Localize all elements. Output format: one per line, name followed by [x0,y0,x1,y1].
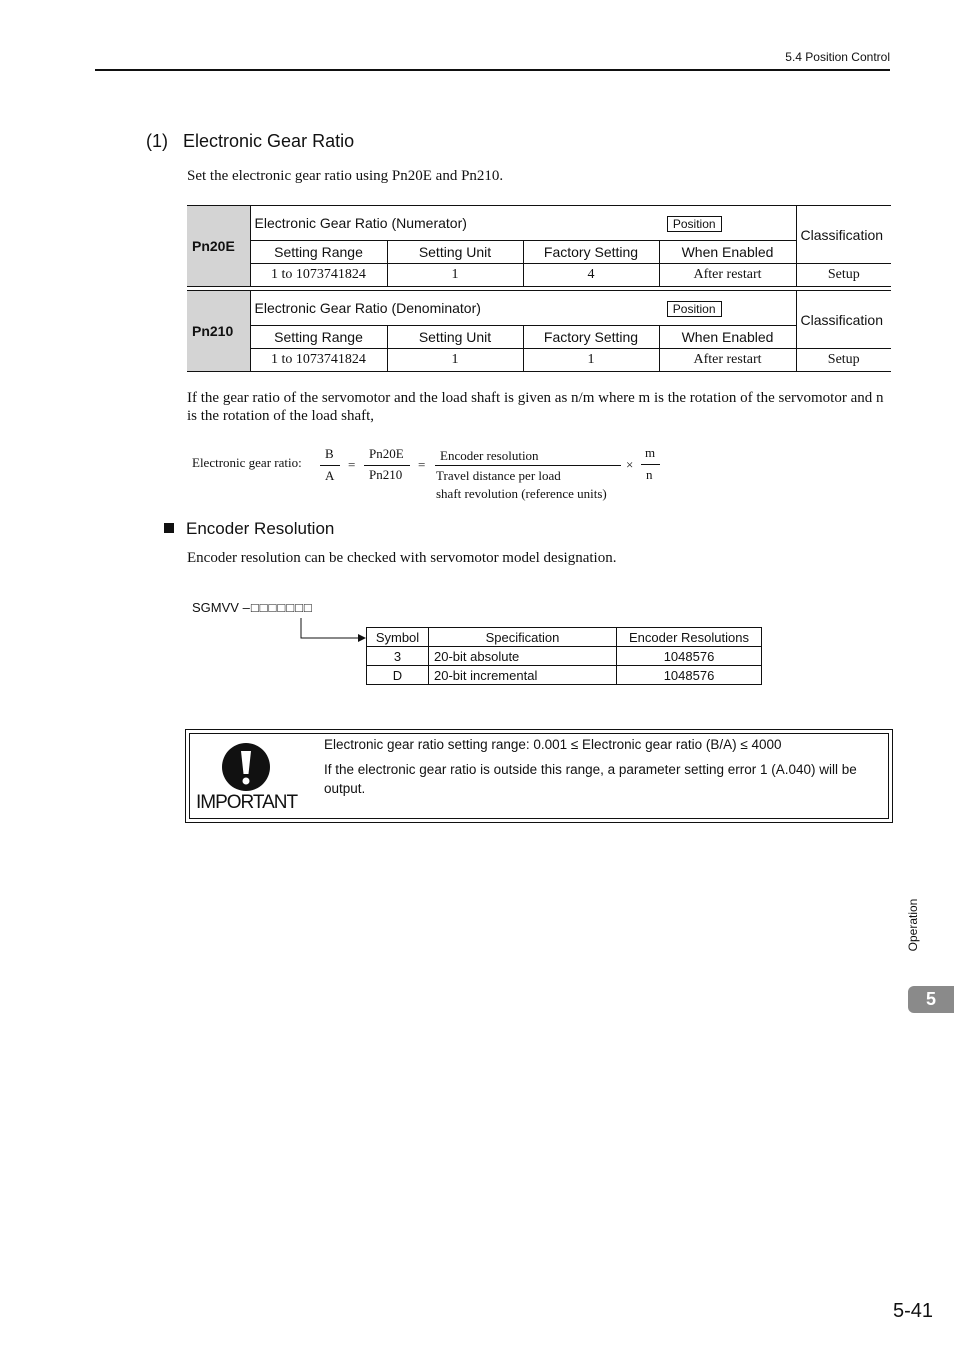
header-setting-range: Setting Range [250,241,387,264]
formula-denominator-line1: Travel distance per load [436,468,561,483]
model-prefix: SGMVV [192,600,239,615]
value-setting-range: 1 to 1073741824 [250,349,387,372]
param-name-text: Electronic Gear Ratio (Numerator) [254,214,467,231]
value-setting-range: 1 to 1073741824 [250,264,387,287]
formula-pn20e: Pn20E [369,446,404,461]
fraction-bar-mn [641,464,660,465]
classification-label: Classification [796,291,891,349]
chapter-side-label: Operation [906,898,920,952]
header-when-enabled: When Enabled [659,241,796,264]
param-name-text: Electronic Gear Ratio (Denominator) [254,299,481,316]
classification-label: Classification [796,206,891,264]
value-when-enabled: After restart [659,349,796,372]
formula-equals-2: = [418,457,426,472]
enc-symbol: 3 [367,647,429,666]
formula-n: n [646,467,653,482]
intro-paragraph: Set the electronic gear ratio using Pn20E and Pn210. [187,168,504,184]
formula-numerator: Encoder resolution [440,448,539,463]
value-classification: Setup [796,349,891,372]
section-title [146,131,354,152]
encoder-heading-text: Encoder Resolution [186,519,335,538]
page-number: 5-41 [893,1300,934,1322]
header-rule [95,69,890,71]
gear-ratio-paragraph: If the gear ratio of the servomotor and the load shaft is given as n/m where m is the rotation of the servomotor and n is the rotation of the load shaft, [187,390,884,424]
square-bullet-icon [164,523,174,533]
formula-denominator-line2: shaft revolution (reference units) [436,486,607,501]
fraction-bar-pn [364,465,410,466]
value-classification: Setup [796,264,891,287]
header-factory-setting: Factory Setting [523,326,659,349]
header-setting-range: Setting Range [250,326,387,349]
value-setting-unit: 1 [387,349,523,372]
model-designation [192,600,313,615]
formula-pn210: Pn210 [369,467,403,482]
param-code: Pn20E [187,206,250,287]
header-setting-unit: Setting Unit [387,326,523,349]
encoder-heading [164,519,334,539]
formula-equals-1: = [348,457,356,472]
param-table-pn20e [187,205,891,287]
model-pointer-arrow-icon [296,616,370,646]
formula-b: B [325,446,334,461]
control-mode-badge: Position [667,301,722,317]
table-row [367,647,762,666]
fraction-bar-ba [320,465,340,466]
encoder-table [366,627,762,685]
header-factory-setting: Factory Setting [523,241,659,264]
header-when-enabled: When Enabled [659,326,796,349]
section-number: (1) [146,131,168,151]
param-table-pn210 [187,290,891,372]
enc-specification: 20-bit absolute [429,647,617,666]
param-name [250,291,796,326]
exclamation-icon [221,742,271,792]
table-row [367,666,762,685]
formula-label: Electronic gear ratio: [192,455,302,470]
encoder-paragraph: Encoder resolution can be checked with servomotor model designation. [187,550,617,566]
fraction-bar-main [435,465,621,466]
value-factory-setting: 4 [523,264,659,287]
value-setting-unit: 1 [387,264,523,287]
chapter-tab: 5 [908,986,954,1013]
important-line-2: If the electronic gear ratio is outside this range, a parameter setting error 1 (A.040) will be output. [324,762,857,796]
enc-symbol: D [367,666,429,685]
control-mode-badge: Position [667,216,722,232]
enc-header-symbol: Symbol [367,628,429,647]
header-setting-unit: Setting Unit [387,241,523,264]
formula-m: m [645,445,656,460]
enc-header-resolution: Encoder Resolutions [617,628,762,647]
model-suffix: –□□□□□□□ [242,600,313,615]
important-label: IMPORTANT [196,792,298,813]
section-title-text: Electronic Gear Ratio [183,131,355,151]
running-header: 5.4 Position Control [785,50,890,64]
formula-a: A [325,468,335,483]
enc-resolution: 1048576 [617,647,762,666]
enc-resolution: 1048576 [617,666,762,685]
enc-header-specification: Specification [429,628,617,647]
value-when-enabled: After restart [659,264,796,287]
value-factory-setting: 1 [523,349,659,372]
formula-times: × [626,457,634,472]
important-line-1: Electronic gear ratio setting range: 0.001 ≤ Electronic gear ratio (B/A) ≤ 4000 [324,737,782,752]
param-name [250,206,796,241]
enc-specification: 20-bit incremental [429,666,617,685]
param-code: Pn210 [187,291,250,372]
